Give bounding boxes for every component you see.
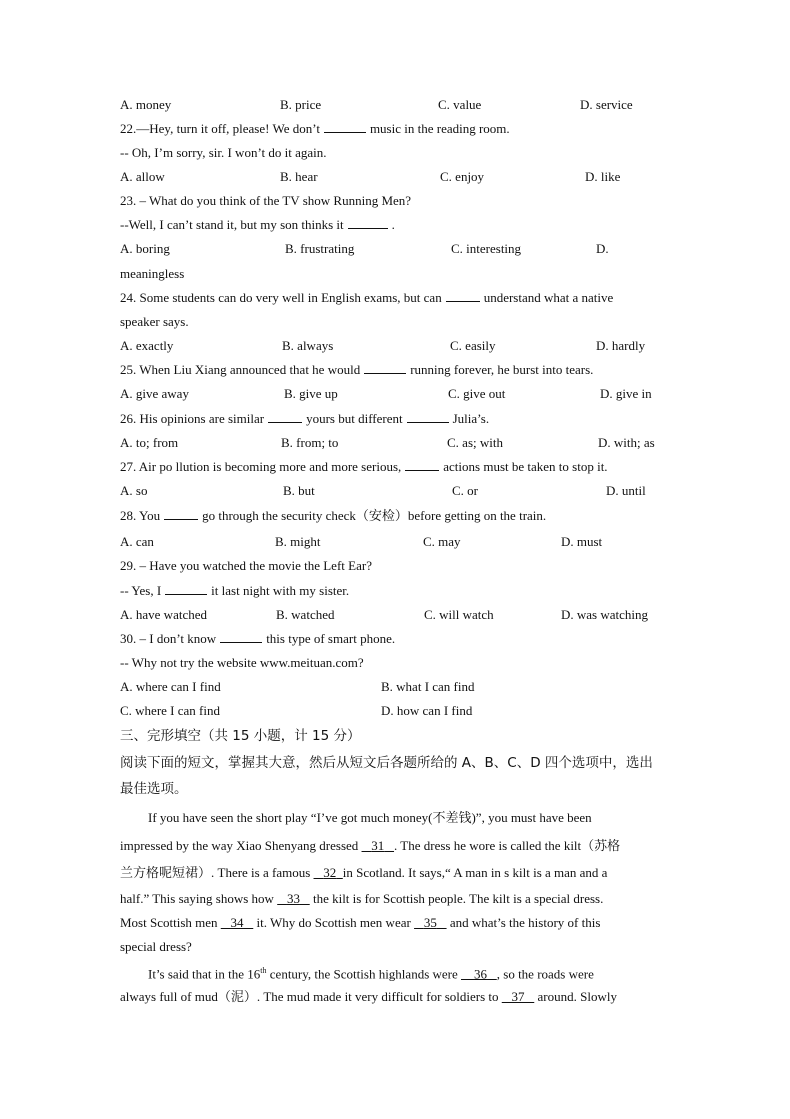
answer-blank	[165, 581, 207, 595]
option-d: D.	[596, 241, 609, 256]
cloze-blank-34: 34	[230, 915, 244, 930]
option-d: D. was watching	[561, 607, 649, 622]
q28-stem: 28. You go through the security check（安检）before getting on the train.	[120, 508, 547, 523]
option-b: B. watched	[276, 607, 335, 622]
answer-blank	[324, 119, 366, 133]
option-c: C. interesting	[451, 241, 522, 256]
option-a: A. exactly	[120, 338, 174, 353]
option-b: B. what I can find	[381, 679, 475, 694]
passage-line: special dress?	[120, 939, 192, 954]
passage-line: always full of mud（泥）. The mud made it very difficult for soldiers to 37 around. Slowly	[120, 989, 617, 1004]
cloze-blank-31: 31	[371, 838, 385, 853]
option-a: A. boring	[120, 241, 170, 256]
answer-blank	[407, 409, 449, 423]
option-b: B. hear	[280, 169, 318, 184]
q27-stem: 27. Air po llution is becoming more and more serious, actions must be taken to stop it.	[120, 459, 608, 474]
q23-option-d-wrap: meaningless	[120, 266, 185, 281]
option-a: A. can	[120, 534, 154, 549]
answer-blank	[446, 288, 480, 302]
q24-options	[120, 336, 675, 356]
option-d: D. like	[585, 169, 621, 184]
q25-stem: 25. When Liu Xiang announced that he would running forever, he burst into tears.	[120, 362, 594, 377]
answer-blank	[220, 629, 262, 643]
option-c: C. or	[452, 483, 478, 498]
q26-options	[120, 433, 675, 453]
option-b: B. might	[275, 534, 321, 549]
q22-stem: 22.—Hey, turn it off, please! We don’t music in the reading room.	[120, 121, 510, 136]
section-heading: 三、完形填空（共 15 小题，计 15 分）	[120, 728, 361, 744]
option-c: C. easily	[450, 338, 496, 353]
passage-line: 兰方格呢短裙）. There is a famous 32 in Scotland. It says,“ A man in s kilt is a man and a	[120, 865, 608, 880]
option-c: C. as; with	[447, 435, 503, 450]
option-a: A. to; from	[120, 435, 179, 450]
q30-stem: 30. – I don’t know this type of smart phone.	[120, 631, 396, 646]
q21-options	[120, 95, 675, 115]
option-a: A. allow	[120, 169, 165, 184]
cloze-blank-35: 35	[423, 915, 437, 930]
option-a: A. where can I find	[120, 679, 221, 694]
passage-line: impressed by the way Xiao Shenyang dressed 31 . The dress he wore is called the kilt（苏格	[120, 838, 621, 853]
option-a: A. give away	[120, 386, 189, 401]
passage-line: If you have seen the short play “I’ve got much money(不差钱)”, you must have been	[148, 810, 592, 825]
option-c: C. enjoy	[440, 169, 485, 184]
passage-line: Most Scottish men 34 it. Why do Scottish men wear 35 and what’s the history of this	[120, 915, 601, 930]
q23-options	[120, 239, 675, 259]
q23-reply: --Well, I can’t stand it, but my son thinks it .	[120, 217, 395, 232]
q30-reply: -- Why not try the website www.meituan.com?	[120, 655, 364, 670]
q30-options-cd	[120, 701, 675, 721]
option-b: B. price	[280, 97, 322, 112]
cloze-blank-32: 32	[323, 865, 337, 880]
option-c: C. give out	[448, 386, 506, 401]
option-d: D. hardly	[596, 338, 646, 353]
option-a: A. so	[120, 483, 148, 498]
answer-blank	[164, 506, 198, 520]
cloze-blank-33: 33	[286, 891, 300, 906]
answer-blank	[348, 215, 388, 229]
q22-reply: -- Oh, I’m sorry, sir. I won’t do it again.	[120, 145, 327, 160]
q28-options	[120, 532, 675, 552]
option-c: C. value	[438, 97, 482, 112]
q22-options	[120, 167, 675, 187]
option-d: D. until	[606, 483, 646, 498]
q29-stem: 29. – Have you watched the movie the Left Ear?	[120, 558, 372, 573]
q29-reply: -- Yes, I it last night with my sister.	[120, 583, 350, 598]
q30-options-ab	[120, 677, 675, 697]
q29-options	[120, 605, 675, 625]
q24-stem-wrap: speaker says.	[120, 314, 189, 329]
answer-blank	[364, 360, 406, 374]
q27-options	[120, 481, 675, 501]
section-instructions-wrap: 最佳选项。	[120, 781, 188, 797]
option-b: B. from; to	[281, 435, 339, 450]
q24-stem: 24. Some students can do very well in English exams, but can understand what a native	[120, 290, 614, 305]
answer-blank	[405, 457, 439, 471]
q26-stem: 26. His opinions are similar yours but different Julia’s.	[120, 411, 490, 426]
passage-line: half.” This saying shows how 33 the kilt is for Scottish people. The kilt is a special dress.	[120, 891, 604, 906]
option-d: D. with; as	[598, 435, 655, 450]
option-d: D. service	[580, 97, 633, 112]
q23-stem: 23. – What do you think of the TV show Running Men?	[120, 193, 412, 208]
cloze-blank-36: 36	[474, 966, 488, 982]
option-d: D. give in	[600, 386, 652, 401]
q25-options	[120, 384, 675, 404]
option-b: B. frustrating	[285, 241, 355, 256]
option-b: B. give up	[284, 386, 338, 401]
option-a: A. have watched	[120, 607, 207, 622]
option-b: B. always	[282, 338, 334, 353]
answer-blank	[268, 409, 302, 423]
option-c: C. where I can find	[120, 703, 220, 718]
option-c: C. may	[423, 534, 461, 549]
option-d: D. must	[561, 534, 603, 549]
option-b: B. but	[283, 483, 315, 498]
option-a: A. money	[120, 97, 172, 112]
option-d: D. how can I find	[381, 703, 473, 718]
section-instructions: 阅读下面的短文，掌握其大意，然后从短文后各题所给的 A、B、C、D 四个选项中，选出	[120, 755, 653, 771]
cloze-blank-37: 37	[511, 989, 525, 1004]
passage-line: It’s said that in the 16th century, the Scottish highlands were 36 , so the roads were	[148, 966, 594, 982]
option-c: C. will watch	[424, 607, 494, 622]
